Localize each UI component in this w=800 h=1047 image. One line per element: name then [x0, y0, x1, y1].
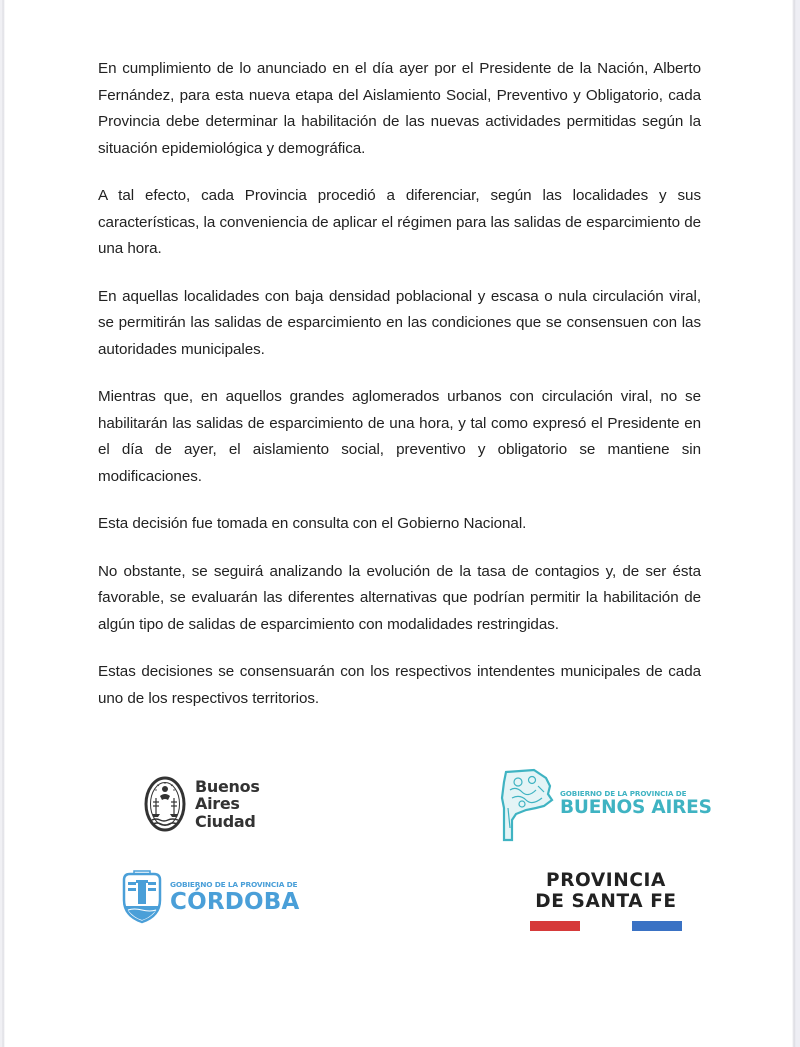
- paragraph-4: Mientras que, en aquellos grandes aglomerados urbanos con circulación viral, no se habilitarán las salidas de esparcimiento de una hora, y tal como expresó el Presidente en el día de ayer, el aislamiento social, preventivo y obligatorio se mantiene sin modificaciones.: [98, 388, 701, 485]
- logo-provincia-buenos-aires: [500, 768, 712, 842]
- santa-fe-blue-bar: [632, 921, 682, 931]
- paragraph-2: A tal efecto, cada Provincia procedió a diferenciar, según las localidades y sus características, la conveniencia de aplicar el régimen para las salidas de esparcimiento de una hora.: [98, 187, 701, 257]
- pba-subtitle: GOBIERNO DE LA PROVINCIA DE: [560, 788, 687, 798]
- santa-fe-wordmark: [530, 870, 682, 912]
- santa-fe-color-bars: [530, 921, 682, 931]
- document-body: [98, 56, 701, 733]
- cordoba-shield-icon: [120, 870, 164, 924]
- pba-wordmark: [560, 789, 712, 818]
- city-shield-icon: [144, 776, 186, 832]
- santa-fe-line-2: DE SANTA FE: [535, 891, 677, 912]
- pba-title: BUENOS AIRES: [560, 796, 712, 818]
- paragraph-3: En aquellas localidades con baja densidad poblacional y escasa o nula circulación viral, se permitirán las salidas de esparcimiento en las condiciones que se consensuen con las autoridades municipales.: [98, 287, 701, 358]
- caba-line-2: Aires: [195, 794, 240, 814]
- paragraph-7: Estas decisiones se consensuarán con los respectivos intendentes municipales de cada uno de los respectivos territorios.: [98, 663, 701, 707]
- santa-fe-red-bar: [530, 921, 580, 931]
- logo-provincia-cordoba: [120, 870, 300, 924]
- logo-buenos-aires-ciudad: [144, 776, 260, 832]
- caba-line-3: Ciudad: [195, 811, 256, 831]
- caba-wordmark: [195, 778, 260, 831]
- caba-line-1: Buenos: [195, 776, 260, 796]
- paragraph-1: En cumplimiento de lo anunciado en el día ayer por el Presidente de la Nación, Alberto Fernández, para esta nueva etapa del Aislamiento Social, Preventivo y Obligatorio, cada Provincia debe determinar la habilitación de las nuevas actividades permitidas según la situación epidemiológica y demográfica.: [98, 60, 701, 157]
- logo-provincia-santa-fe: [530, 870, 682, 931]
- paragraph-5: Esta decisión fue tomada en consulta con el Gobierno Nacional.: [98, 515, 527, 532]
- paragraph-6: No obstante, se seguirá analizando la evolución de la tasa de contagios y, de ser ésta favorable, se evaluarán las diferentes alternativas que podrían permitir la habilitación de algún tipo de salidas de esparcimiento con modalidades restringidas.: [98, 562, 701, 633]
- province-map-icon: [500, 768, 558, 842]
- page-edge-left: [0, 0, 5, 1047]
- santa-fe-line-1: PROVINCIA: [546, 870, 666, 891]
- cordoba-wordmark: [170, 880, 300, 915]
- page-edge-right: [792, 0, 800, 1047]
- cordoba-title: CÓRDOBA: [170, 888, 300, 915]
- cordoba-subtitle: GOBIERNO DE LA PROVINCIA DE: [170, 879, 298, 889]
